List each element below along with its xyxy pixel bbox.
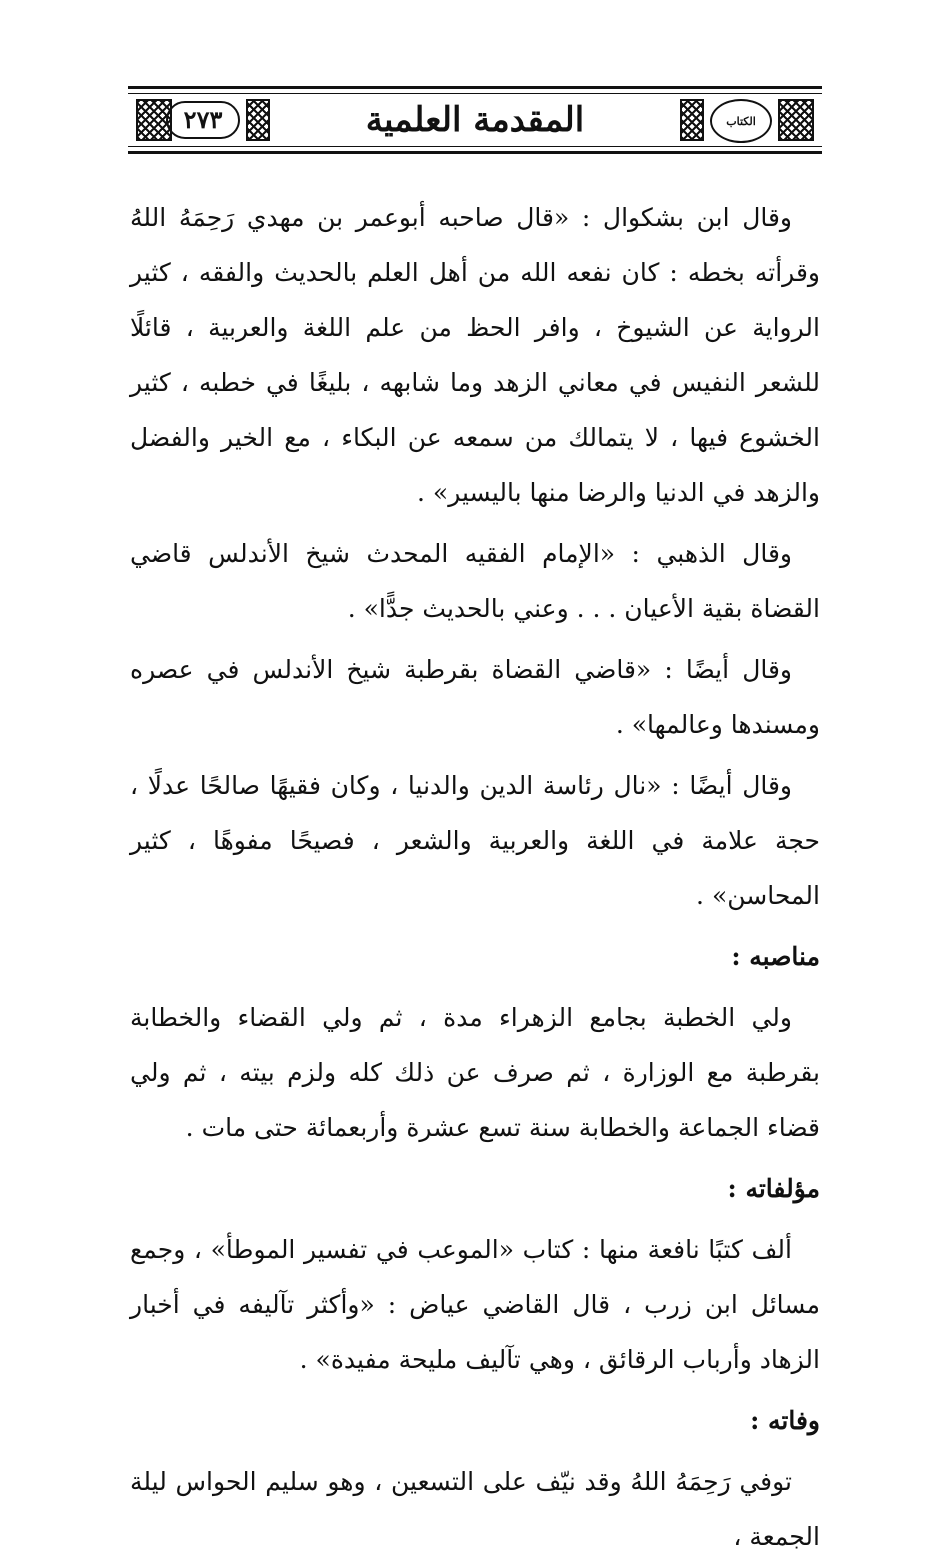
page-number-frame (166, 101, 240, 139)
heading-positions: مناصبه : (731, 942, 820, 971)
running-header (128, 86, 822, 154)
ornament-left-outer (136, 99, 172, 141)
running-title: المقدمة العلمية (365, 100, 585, 140)
paragraph-works: ألف كتبًا نافعة منها : كتاب «الموعب في تفسير الموطأ» ، وجمع مسائل ابن زرب ، قال القاضي عياض : «وأكثر تآليفه في أخبار الزهاد وأرباب الرقائق ، وهي تآليف مليحة مفيدة» . (130, 1235, 820, 1374)
book-seal-logo (710, 99, 772, 143)
paragraph-ibn-bashkuwal: وقال ابن بشكوال : «قال صاحبه أبوعمر بن مهدي رَحِمَهُ اللهُ وقرأته بخطه : كان نفعه الله من أهل العلم بالحديث والفقه ، كثير الرواية عن الشيوخ ، وافر الحظ من علم اللغة والعربية ، قائلًا للشعر النفيس في معاني الزهد وما شابهه ، بليغًا في خطبه ، كثير الخشوع فيها ، لا يتمالك من سمعه عن البكاء ، مع الخير والفضل والزهد في الدنيا والرضا منها باليسير» . (130, 203, 820, 507)
paragraph-dhahabi-2: وقال أيضًا : «قاضي القضاة بقرطبة شيخ الأندلس في عصره ومسندها وعالمها» . (130, 655, 820, 739)
ornament-right-inner (680, 99, 704, 141)
page-number: ٢٧٣ (183, 105, 223, 134)
ornament-left-inner (246, 99, 270, 141)
paragraph-dhahabi-3: وقال أيضًا : «نال رئاسة الدين والدنيا ، وكان فقيهًا صالحًا عدلًا ، حجة علامة في اللغة والعربية والشعر ، فصيحًا مفوهًا ، كثير المحاسن» . (130, 771, 820, 910)
paragraph-dhahabi: وقال الذهبي : «الإمام الفقيه المحدث شيخ الأندلس قاضي القضاة بقية الأعيان . . . وعني بالحديث جدًّا» . (130, 539, 820, 623)
heading-death: وفاته : (750, 1406, 820, 1435)
seal-text: الكتاب (726, 114, 756, 128)
paragraph-positions: ولي الخطبة بجامع الزهراء مدة ، ثم ولي القضاء والخطابة بقرطبة مع الوزارة ، ثم صرف عن ذلك كله ولزم بيته ، ثم ولي قضاء الجماعة والخطابة سنة تسع عشرة وأربعمائة حتى مات . (130, 1003, 820, 1142)
ornament-right-outer (778, 99, 814, 141)
heading-works: مؤلفاته : (727, 1174, 820, 1203)
page-body (130, 190, 820, 1564)
paragraph-death: توفي رَحِمَهُ اللهُ وقد نيّف على التسعين ، وهو سليم الحواس ليلة الجمعة ، (130, 1467, 820, 1551)
